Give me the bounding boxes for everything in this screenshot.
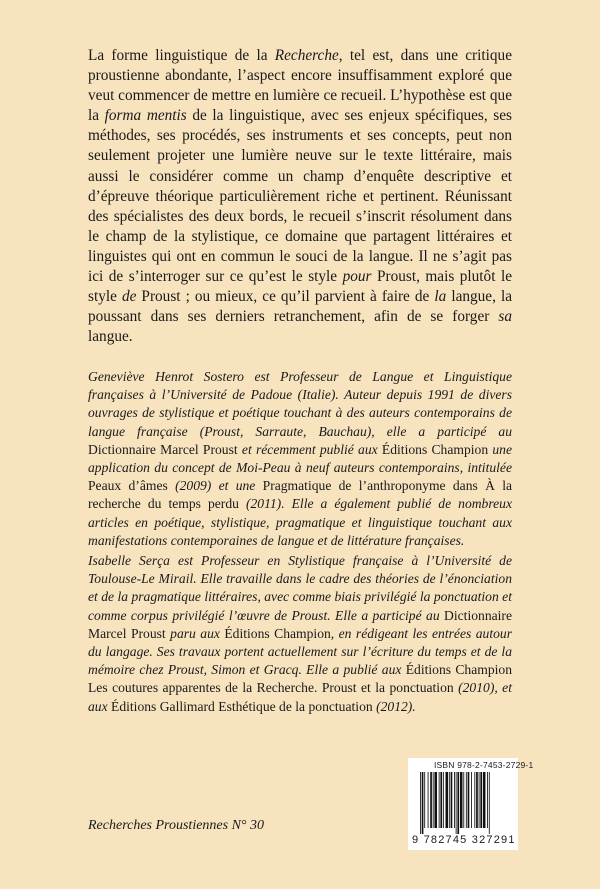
barcode-bar — [454, 772, 455, 828]
barcode-bar — [479, 772, 480, 828]
title-recherche: Recherche — [274, 47, 339, 64]
barcode-bar — [428, 772, 429, 828]
barcode-bar — [422, 772, 424, 834]
barcode-bar — [420, 772, 421, 834]
barcode-bar — [466, 772, 467, 828]
barcode-bar — [433, 772, 434, 828]
barcode-bar — [456, 772, 457, 834]
barcode-bars — [418, 772, 514, 834]
barcode-bar — [439, 772, 440, 828]
intro-paragraph: La forme linguistique de la Recherche, tel est, dans une critique proustienne abondante, l’aspect encore insuffisamment exploré que veut commencer de mettre en lumière ce recueil. L’hypothèse est que la forma mentis de la linguistique, avec ses enjeux spécifiques, ses méthodes, ses procédés, ses instruments et ses concepts, peut non seulement projeter une lumière neuve sur le texte littéraire, mais aussi le considérer comme un champ d’enquête descriptive et d’épreuve théorique particulièrement riche et pertinent. Réunissant des spécialistes des deux bords, le recueil s’inscrit résolument dans le champ de la stylistique, ce domaine que partagent littéraires et linguistes qui ont en commun le souci de la langue. Il ne s’agit pas ici de s’interroger sur ce qu’est le style pour Proust, mais plutôt le style de Proust ; ou mieux, ce qu’il parvient à faire de la langue, la poussant dans ses derniers retranchement, afin de se forger sa langue. — [88, 47, 513, 346]
barcode-bar — [443, 772, 444, 828]
author-bio-henrot: Geneviève Henrot Sostero est Professeur de Langue et Linguistique françaises à l’Université de Padoue (Italie). Auteur depuis 1991 de divers ouvrages de stylistique et poétique touchant à des auteurs contemporains de langue française (Proust, Sarraute, Bauchau), elle a participé au Dictionnaire Marcel Proust et récemment publié aux Éditions Champion une application du concept de Moi-Peau à neuf auteurs contemporains, intitulée Peaux d’âmes (2009) et une Pragmatique de l’anthroponyme dans À la recherche du temps perdu (2011). Elle a également publié de nombreux articles en poétique, stylistique, pragmatique et linguistique touchant aux manifestations contemporaines de langue et de littérature françaises. — [88, 369, 513, 548]
barcode-bar — [483, 772, 486, 828]
barcode-bar — [476, 772, 478, 828]
barcode-bar — [463, 772, 464, 828]
barcode-bar — [460, 772, 463, 828]
isbn-barcode — [408, 758, 534, 850]
barcode-bar — [434, 772, 437, 828]
author-bio-serca: Isabelle Serça est Professeur en Stylistique française à l’Université de Toulouse-Le Mirail. Elle travaille dans le cadre des théories de l’énonciation et de la pragmatique littéraires, avec comme biais privilégié la ponctuation et comme corpus privilégié l’œuvre de Proust. Elle a participé au Dictionnaire Marcel Proust paru aux Éditions Champion, en rédigeant les entrées autour du langage. Ses travaux portent actuellement sur l’écriture du temps et de la mémoire chez Proust, Simon et Gracq. Elle a publié aux Éditions Champion Les coutures apparentes de la Recherche. Proust et la ponctuation (2010), et aux Éditions Gallimard Esthétique de la ponctuation (2012). — [88, 553, 512, 714]
ean-digits: 9 782745 327291 — [412, 834, 516, 846]
barcode-bar — [489, 772, 490, 834]
barcode-bar — [446, 772, 449, 828]
barcode-bar — [487, 772, 488, 828]
barcode-bar — [451, 772, 453, 828]
barcode-bar — [440, 772, 442, 828]
barcode-bar — [457, 772, 459, 834]
barcode-bar — [424, 772, 425, 828]
barcode-bar — [430, 772, 432, 828]
barcode-bar — [449, 772, 450, 828]
isbn-number: ISBN 978-2-7453-2729-1 — [434, 760, 534, 770]
barcode-bar — [471, 772, 472, 828]
barcode-bar — [468, 772, 470, 828]
barcode-bar — [480, 772, 482, 828]
barcode-bar — [474, 772, 475, 828]
series-label: Recherches Proustiennes N° 30 — [88, 818, 265, 833]
